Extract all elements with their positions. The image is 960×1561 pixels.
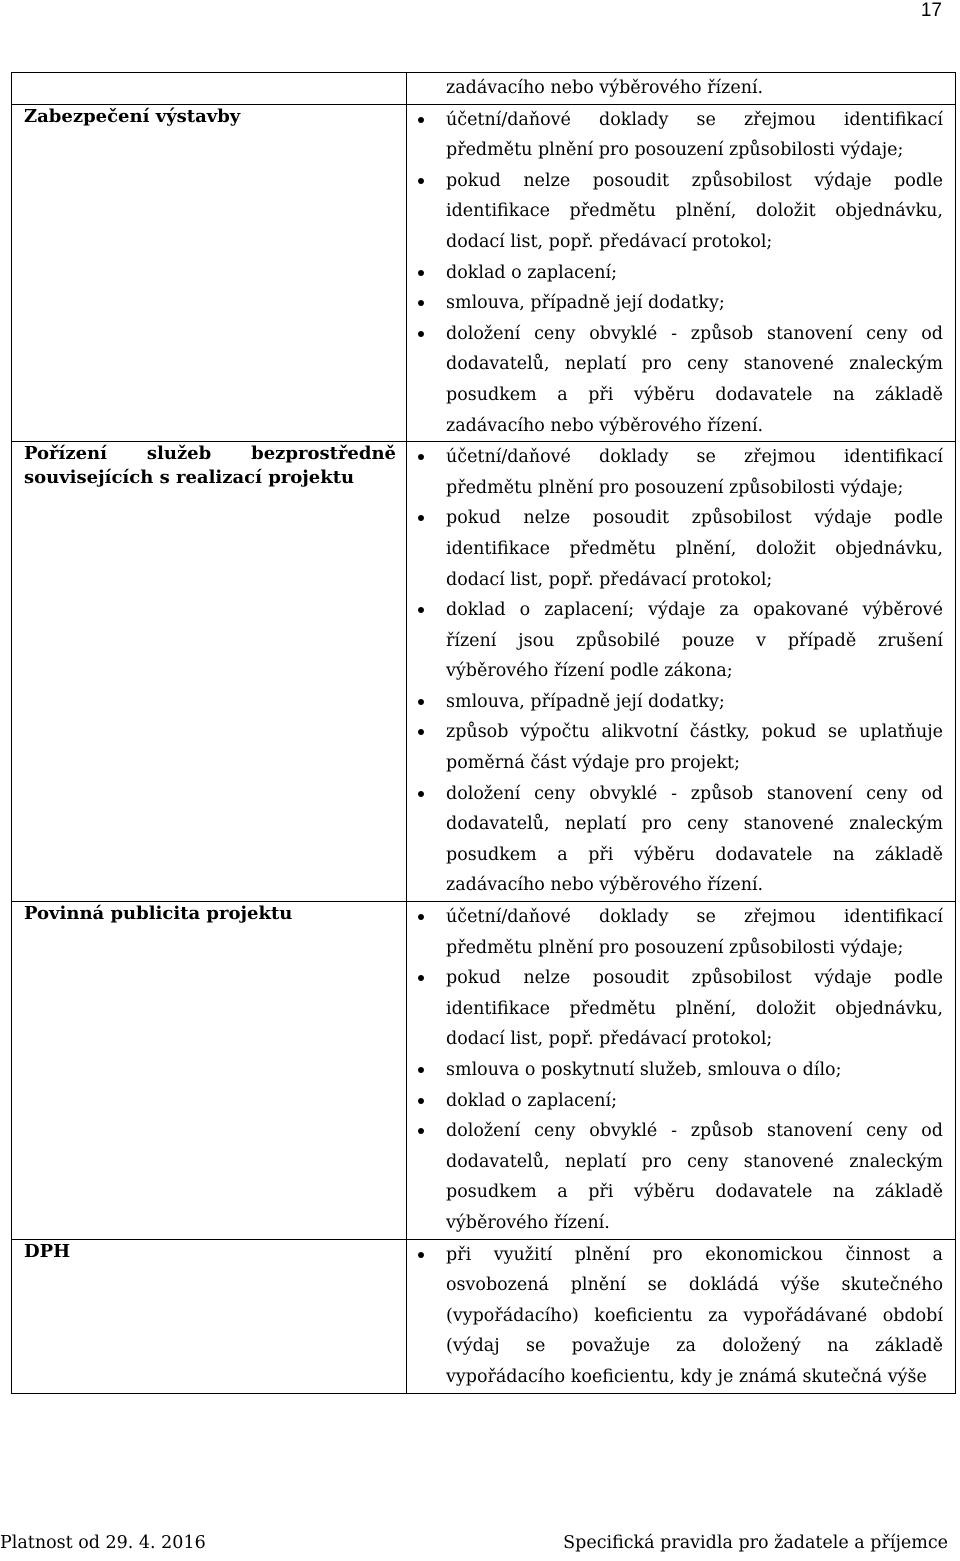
list-item: smlouva, případně její dodatky; xyxy=(413,687,943,718)
bullet-list xyxy=(413,442,943,901)
list-item: smlouva, případně její dodatky; xyxy=(413,288,943,319)
row-label-cell xyxy=(12,73,407,105)
list-item: doklad o zaplacení; výdaje za opakované výběrové řízení jsou způsobilé pouze v případě zrušení výběrového řízení podle zákona; xyxy=(413,595,943,687)
list-item: způsob výpočtu alikvotní částky, pokud se uplatňuje poměrná část výdaje pro projekt; xyxy=(413,717,943,778)
table-row xyxy=(12,104,956,442)
page-number: 17 xyxy=(920,0,942,21)
table-row xyxy=(12,442,956,902)
list-item: pokud nelze posoudit způsobilost výdaje podle identifikace předmětu plnění, doložit objednávku, dodací list, popř. předávací protokol; xyxy=(413,503,943,595)
list-item: doložení ceny obvyklé - způsob stanovení ceny od dodavatelů, neplatí pro ceny stanovené znaleckým posudkem a při výběru dodavatele na základě zadávacího nebo výběrového řízení. xyxy=(413,779,943,901)
row-content-cell xyxy=(407,73,956,105)
row-label: Povinná publicita projektu xyxy=(24,903,293,925)
list-item: doklad o zaplacení; xyxy=(413,1086,943,1117)
row-label: Zabezpečení výstavby xyxy=(24,105,241,127)
bullet-list xyxy=(413,902,943,1239)
row-label-cell xyxy=(12,1239,407,1393)
list-item: při využití plnění pro ekonomickou činnost a osvobozená plnění se dokládá výše skutečného (vypořádacího) koeficientu za vypořádávané období (výdaj se považuje za doložený na základě vypořádacího koeficientu, kdy je známá skutečná výše xyxy=(413,1240,943,1393)
row-content-cell xyxy=(407,104,956,442)
list-item: účetní/daňové doklady se zřejmou identifikací předmětu plnění pro posouzení způsobilosti výdaje; xyxy=(413,442,943,503)
list-item: zadávacího nebo výběrového řízení. xyxy=(446,78,764,98)
bullet-list xyxy=(413,73,943,104)
table-row xyxy=(12,902,956,1240)
table-body xyxy=(12,73,956,1394)
footer-title: Specifická pravidla pro žadatele a příjemce xyxy=(563,1533,948,1553)
list-item: doložení ceny obvyklé - způsob stanovení ceny od dodavatelů, neplatí pro ceny stanovené znaleckým posudkem a při výběru dodavatele na základě zadávacího nebo výběrového řízení. xyxy=(413,319,943,441)
footer-validity: Platnost od 29. 4. 2016 xyxy=(0,1533,206,1553)
list-item: doložení ceny obvyklé - způsob stanovení ceny od dodavatelů, neplatí pro ceny stanovené znaleckým posudkem a při výběru dodavatele na základě výběrového řízení. xyxy=(413,1116,943,1238)
bullet-list xyxy=(413,1240,943,1393)
list-item: smlouva o poskytnutí služeb, smlouva o dílo; xyxy=(413,1055,943,1086)
list-item: pokud nelze posoudit způsobilost výdaje podle identifikace předmětu plnění, doložit objednávku, dodací list, popř. předávací protokol; xyxy=(413,166,943,258)
table-row xyxy=(12,73,956,105)
row-content-cell xyxy=(407,442,956,902)
row-label-cell xyxy=(12,442,407,902)
row-label-cell xyxy=(12,104,407,442)
bullet-list xyxy=(413,105,943,442)
row-label-cell xyxy=(12,902,407,1240)
list-item: účetní/daňové doklady se zřejmou identifikací předmětu plnění pro posouzení způsobilosti výdaje; xyxy=(413,902,943,963)
row-content-cell xyxy=(407,902,956,1240)
row-content-cell xyxy=(407,1239,956,1393)
requirements-table xyxy=(11,72,956,1394)
list-item: pokud nelze posoudit způsobilost výdaje podle identifikace předmětu plnění, doložit objednávku, dodací list, popř. předávací protokol; xyxy=(413,963,943,1055)
list-item: účetní/daňové doklady se zřejmou identifikací předmětu plnění pro posouzení způsobilosti výdaje; xyxy=(413,105,943,166)
row-label: Pořízení služeb bezprostředně souvisejících s realizací projektu xyxy=(24,443,396,489)
table-row xyxy=(12,1239,956,1393)
row-label: DPH xyxy=(24,1240,71,1262)
list-item: doklad o zaplacení; xyxy=(413,258,943,289)
